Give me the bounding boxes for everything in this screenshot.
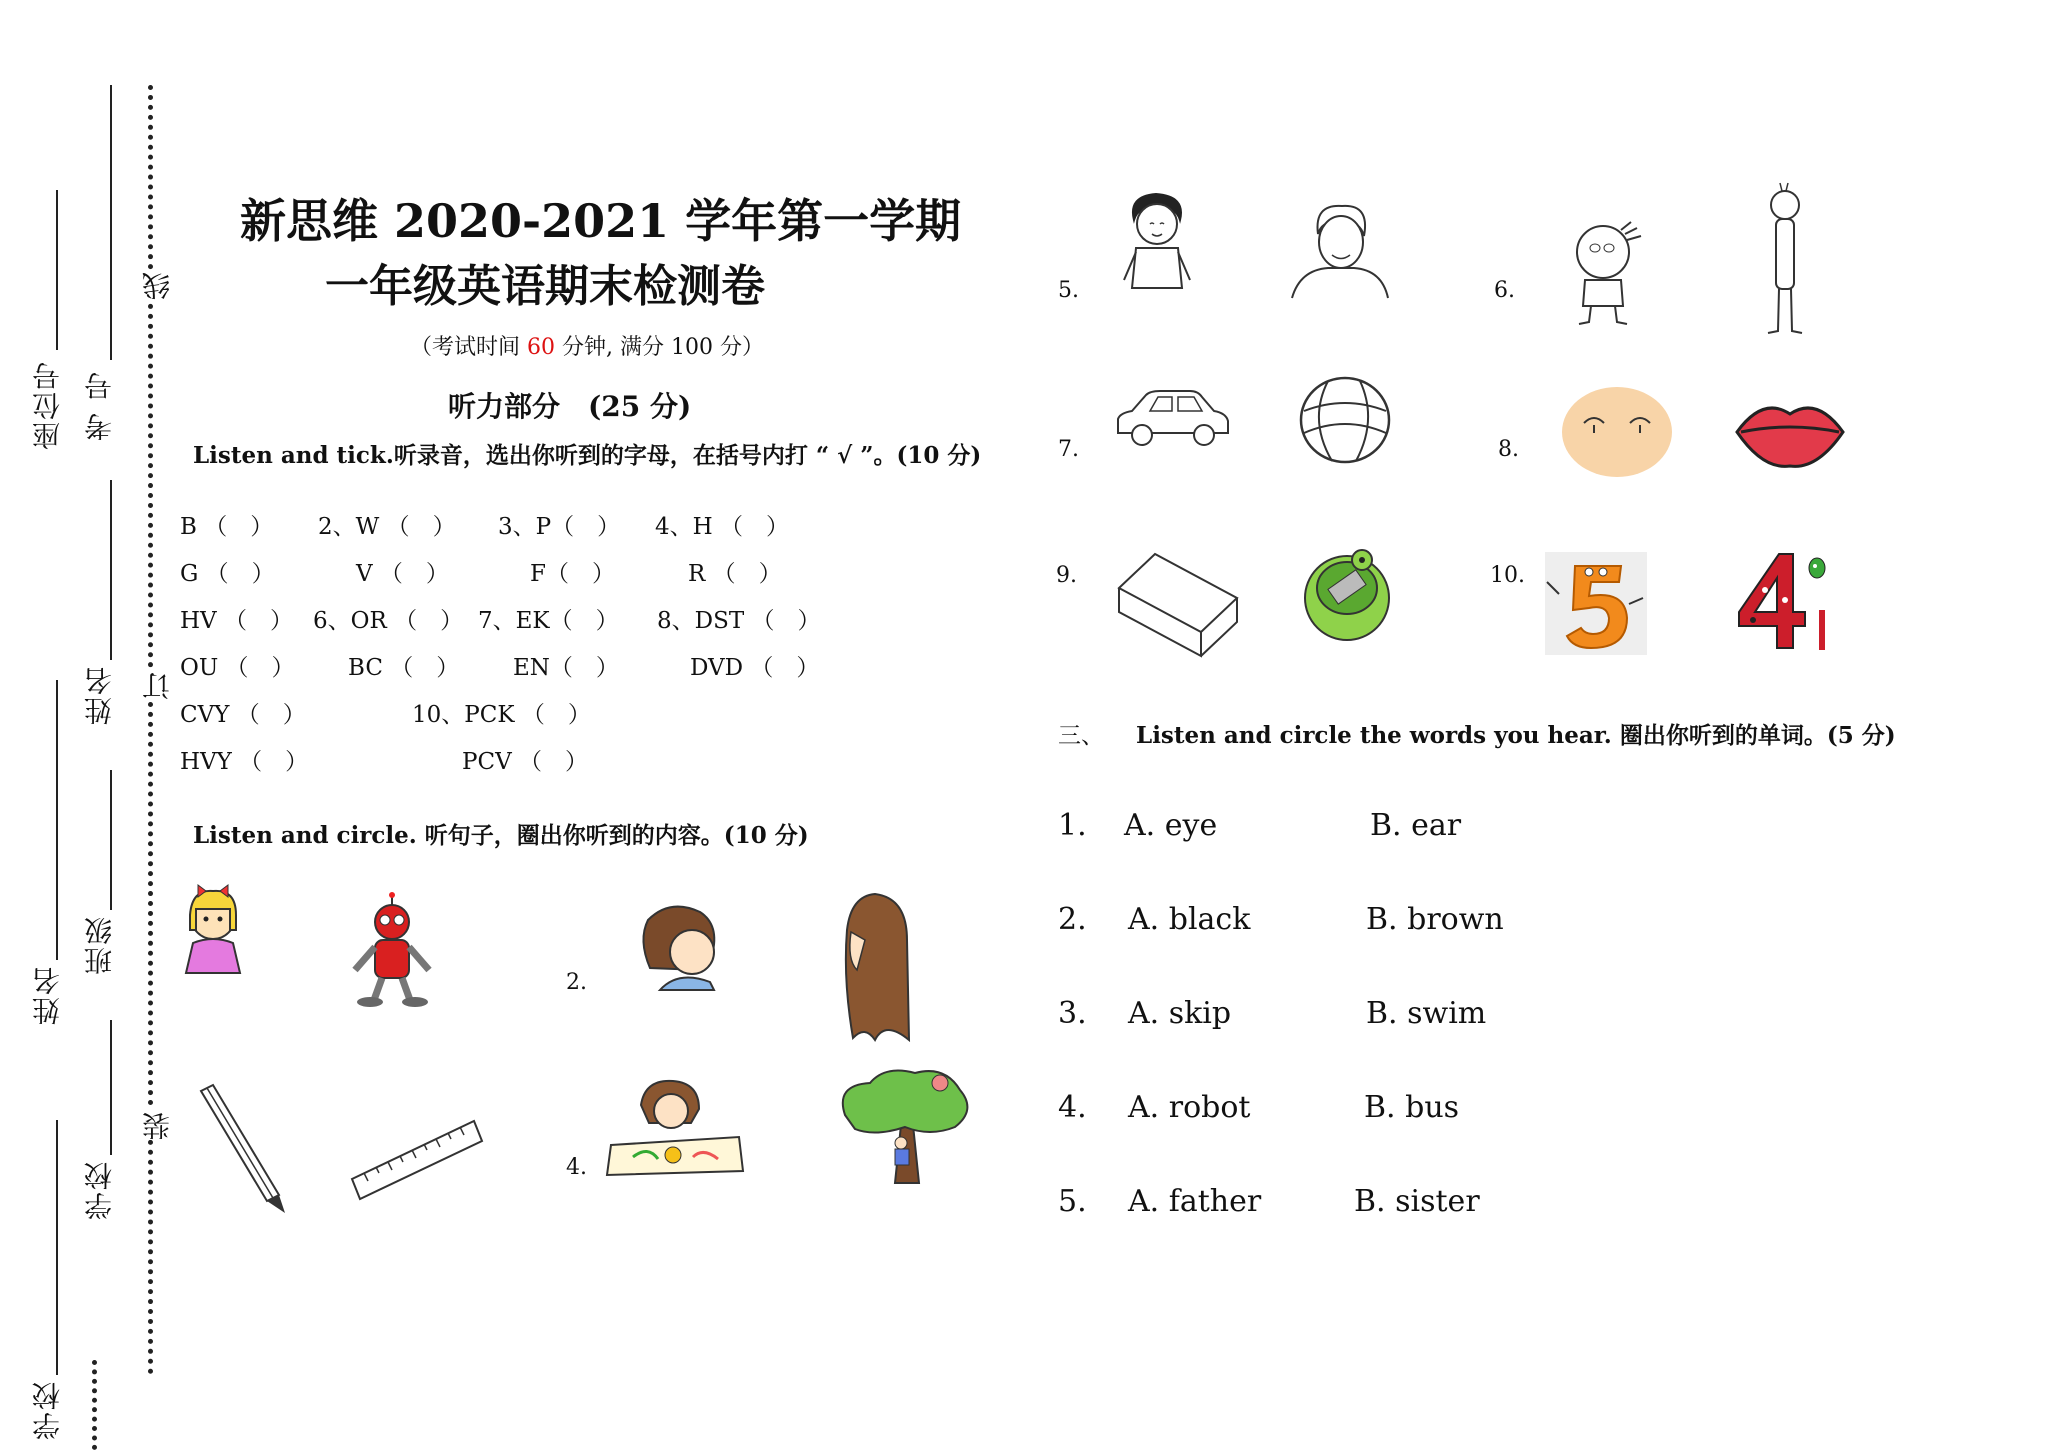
doll-picture <box>178 885 248 980</box>
s3-item2-a[interactable]: A. black <box>1128 902 1251 937</box>
tall-figure-picture <box>1760 183 1810 338</box>
name-label-inner: 姓名 <box>83 665 116 725</box>
s1-r2c4: R （ ） <box>688 561 782 587</box>
s3-item4-a[interactable]: A. robot <box>1128 1090 1251 1125</box>
s1-r3c3: 7、EK（ ） <box>478 608 619 634</box>
title-line1: 新思维 2020-2021 学年第一学期 <box>240 194 962 248</box>
listening-heading: 听力部分 (25 分) <box>448 390 692 423</box>
dotted-line-outer <box>92 1360 97 1450</box>
xian-label: 线 <box>138 270 178 300</box>
s1-r4c2: BC （ ） <box>348 655 460 681</box>
pencil-picture <box>195 1085 290 1215</box>
s3-item5-a[interactable]: A. father <box>1128 1184 1262 1219</box>
s1-r5c2: 10、PCK （ ） <box>412 702 591 728</box>
s2-num-4: 4. <box>566 1155 587 1180</box>
man-picture <box>1290 200 1390 300</box>
sharpener-picture <box>1300 540 1395 645</box>
ding-label: 订 <box>138 670 178 700</box>
s3-item4-num: 4. <box>1058 1090 1087 1125</box>
s1-r3c1: HV （ ） <box>180 608 293 634</box>
s1-r3c2: 6、OR （ ） <box>313 608 464 634</box>
s1-r4c1: OU （ ） <box>180 655 295 681</box>
s1-r1c2: 2、W （ ） <box>318 514 456 540</box>
name-label-outer: 姓名 <box>31 965 64 1025</box>
eraser-picture <box>1115 550 1240 660</box>
number-four-picture <box>1735 550 1825 650</box>
s3-item3-a[interactable]: A. skip <box>1128 996 1232 1031</box>
s3-item3-b[interactable]: B. swim <box>1366 996 1487 1031</box>
s2-num-2: 2. <box>566 970 587 995</box>
drawing-girl-picture <box>603 1075 748 1180</box>
name-line-outer <box>56 680 58 960</box>
school-line-inner <box>110 1020 112 1155</box>
section3-heading <box>1058 717 1896 750</box>
section2-instruction: Listen and circle. 听句子，圈出你听到的内容。(10 分) <box>193 822 809 849</box>
s1-r6c1: HVY （ ） <box>180 749 309 775</box>
name-line-inner <box>110 480 112 660</box>
lips-picture <box>1735 392 1845 472</box>
s3-item5-num: 5. <box>1058 1184 1087 1219</box>
kaohao-line <box>110 85 112 360</box>
short-figure-picture <box>1565 220 1645 330</box>
section3-prefix: 三、 <box>1058 723 1104 749</box>
s2-num-9: 9. <box>1056 563 1077 588</box>
s3-item5-b[interactable]: B. sister <box>1354 1184 1480 1219</box>
s2-num-5: 5. <box>1058 278 1079 303</box>
school-label-inner: 学校 <box>83 1160 116 1220</box>
exam-info-suffix: 分钟, 满分 100 分） <box>562 335 764 360</box>
number-five-picture <box>1545 552 1647 655</box>
girl-hair-picture <box>835 890 915 1045</box>
s1-r1c1: B （ ） <box>180 514 274 540</box>
s1-r1c4: 4、H （ ） <box>655 514 790 540</box>
s1-r2c2: V （ ） <box>356 561 449 587</box>
s2-num-10: 10. <box>1490 563 1525 588</box>
s1-r6c2: PCV （ ） <box>462 749 588 775</box>
zhuang-label: 装 <box>138 1110 178 1140</box>
s3-item2-b[interactable]: B. brown <box>1366 902 1504 937</box>
s1-r3c4: 8、DST （ ） <box>657 608 821 634</box>
s3-item4-b[interactable]: B. bus <box>1364 1090 1460 1125</box>
s2-num-6: 6. <box>1494 278 1515 303</box>
s3-item2-num: 2. <box>1058 902 1087 937</box>
class-label: 班级 <box>83 915 116 975</box>
school-label-outer: 学校 <box>31 1380 64 1440</box>
ruler-picture <box>350 1115 485 1205</box>
seat-label: 座位号 <box>31 360 64 450</box>
section1-instruction: Listen and tick.听录音，选出你听到的字母，在括号内打 “ √ ”。(10 分) <box>193 442 982 469</box>
s2-num-8: 8. <box>1498 437 1519 462</box>
exam-info <box>410 330 764 361</box>
s2-num-7: 7. <box>1058 437 1079 462</box>
s1-r2c3: F（ ） <box>530 561 615 587</box>
section3-instruction: Listen and circle the words you hear. 圈出你听到的单词。(5 分) <box>1136 722 1896 749</box>
class-line <box>110 770 112 910</box>
s1-r4c4: DVD （ ） <box>690 655 820 681</box>
face-picture <box>1560 385 1675 480</box>
tree-picture <box>835 1065 975 1185</box>
school-line-outer <box>56 1120 58 1375</box>
robot-picture <box>340 892 445 1007</box>
ball-picture <box>1298 375 1393 465</box>
s1-r4c3: EN（ ） <box>513 655 619 681</box>
s3-item1-b[interactable]: B. ear <box>1370 808 1462 843</box>
title-line2: 一年级英语期末检测卷 <box>325 261 765 312</box>
kaohao-label: 考 号 <box>83 370 116 441</box>
exam-info-prefix: （考试时间 <box>410 335 521 360</box>
s3-item1-num: 1. <box>1058 808 1087 843</box>
s1-r5c1: CVY （ ） <box>180 702 306 728</box>
s1-r2c1: G （ ） <box>180 561 275 587</box>
s1-r1c3: 3、P（ ） <box>498 514 621 540</box>
boy-picture <box>1120 192 1195 297</box>
exam-time: 60 <box>527 335 556 360</box>
seat-line <box>56 190 58 350</box>
boy-head-picture <box>630 900 730 990</box>
car-picture <box>1110 385 1235 450</box>
s3-item3-num: 3. <box>1058 996 1087 1031</box>
s3-item1-a[interactable]: A. eye <box>1124 808 1218 843</box>
